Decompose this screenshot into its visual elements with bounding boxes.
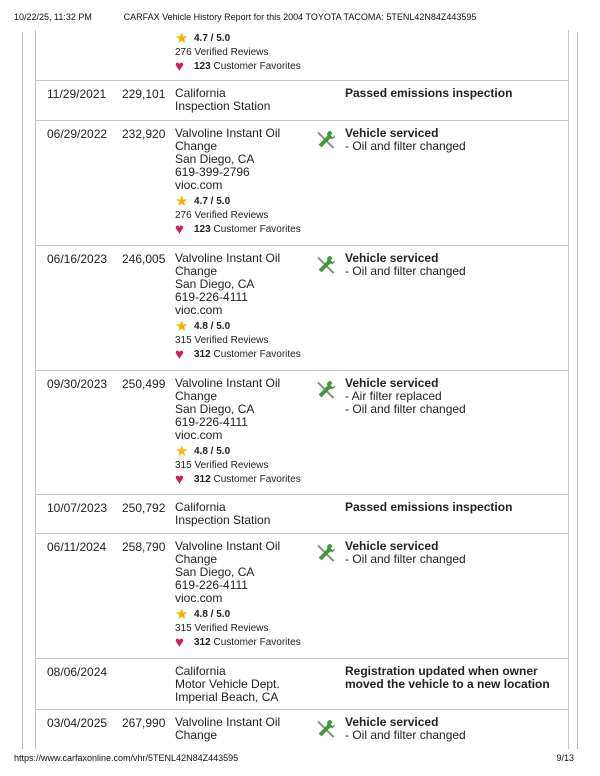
record-source: California Motor Vehicle Dept. Imperial Beach, CA <box>175 664 280 704</box>
tools-icon <box>315 129 337 151</box>
star-icon: ★ <box>175 30 189 47</box>
rating-block: ★ 4.7 / 5.0 276 Verified Reviews ♥ 123 Customer Favorites <box>175 193 301 238</box>
report-title: CARFAX Vehicle History Report for this 2004 TOYOTA TACOMA: 5TENL42N84Z443595 <box>123 12 477 22</box>
report-url[interactable]: https://www.carfaxonline.com/vhr/5TENL42N84Z443595 <box>14 753 239 763</box>
table-row <box>36 659 568 710</box>
record-source: Valvoline Instant Oil Change <box>175 715 281 742</box>
record-date: 03/04/2025 <box>47 716 108 730</box>
table-row <box>36 81 568 121</box>
table-row <box>36 371 568 495</box>
page-right-rule <box>577 32 578 749</box>
record-comments: Vehicle serviced - Oil and filter changed <box>345 251 466 278</box>
rating-block: ★ 4.8 / 5.0 315 Verified Reviews ♥ 312 Customer Favorites <box>175 318 301 363</box>
record-date: 11/29/2021 <box>47 87 107 101</box>
table-row <box>36 710 568 749</box>
print-datetime: 10/22/25, 11:32 PM <box>14 12 92 22</box>
rating-block: ★ 4.8 / 5.0 315 Verified Reviews ♥ 312 Customer Favorites <box>175 443 301 488</box>
record-odometer: 232,920 <box>122 127 166 141</box>
tools-icon <box>315 379 337 401</box>
record-comments: Vehicle serviced - Oil and filter changed <box>345 539 466 566</box>
table-row-partial <box>36 30 568 81</box>
record-source: Valvoline Instant Oil Change San Diego, CA 619-226-4111 vioc.com ★ 4.8 / 5.0 315 Verified Reviews ♥ 312 Customer Favorites <box>175 377 310 487</box>
record-date: 06/29/2022 <box>47 127 108 141</box>
record-comments: Passed emissions inspection <box>345 500 513 514</box>
record-odometer: 246,005 <box>122 252 166 266</box>
record-comments: Vehicle serviced - Oil and filter changed <box>345 715 466 742</box>
rating-block: ★ 4.7 / 5.0 276 Verified Reviews ♥ 123 Customer Favorites <box>175 30 301 75</box>
record-odometer: 267,990 <box>122 716 166 730</box>
record-date: 09/30/2023 <box>47 377 108 391</box>
heart-icon: ♥ <box>175 58 184 75</box>
record-odometer: 250,499 <box>122 377 166 391</box>
history-table <box>35 30 569 749</box>
heart-icon: ♥ <box>175 634 184 651</box>
star-icon: ★ <box>175 318 189 335</box>
record-date: 10/07/2023 <box>47 501 108 515</box>
table-row <box>36 495 568 534</box>
record-comments: Registration updated when owner moved the vehicle to a new location <box>345 664 550 691</box>
record-comments: Vehicle serviced - Air filter replaced - Oil and filter changed <box>345 376 466 416</box>
tools-icon <box>315 254 337 276</box>
star-icon: ★ <box>175 193 189 210</box>
page-number: 9/13 <box>556 753 574 763</box>
heart-icon: ♥ <box>175 221 184 238</box>
tools-icon <box>315 542 337 564</box>
record-comments: Passed emissions inspection <box>345 86 513 100</box>
record-date: 06/16/2023 <box>47 252 108 266</box>
table-row <box>36 121 568 246</box>
record-odometer: 250,792 <box>122 501 166 515</box>
heart-icon: ♥ <box>175 346 184 363</box>
record-source: Valvoline Instant Oil Change San Diego, CA 619-226-4111 vioc.com ★ 4.8 / 5.0 315 Verified Reviews ♥ 312 Customer Favorites <box>175 540 310 650</box>
star-icon: ★ <box>175 443 189 460</box>
record-date: 06/11/2024 <box>47 540 107 554</box>
table-row <box>36 246 568 371</box>
record-comments: Vehicle serviced - Oil and filter changed <box>345 126 466 153</box>
record-source: Valvoline Instant Oil Change San Diego, CA 619-226-4111 vioc.com ★ 4.8 / 5.0 315 Verified Reviews ♥ 312 Customer Favorites <box>175 252 310 362</box>
record-date: 08/06/2024 <box>47 665 108 679</box>
heart-icon: ♥ <box>175 471 184 488</box>
page-left-rule <box>22 32 23 749</box>
rating-block: ★ 4.8 / 5.0 315 Verified Reviews ♥ 312 Customer Favorites <box>175 606 301 651</box>
record-source: California Inspection Station <box>175 500 271 527</box>
table-row <box>36 534 568 659</box>
star-icon: ★ <box>175 606 189 623</box>
record-source: Valvoline Instant Oil Change San Diego, CA 619-399-2796 vioc.com ★ 4.7 / 5.0 276 Verified Reviews ♥ 123 Customer Favorites <box>175 127 310 237</box>
tools-icon <box>315 718 337 740</box>
record-source: California Inspection Station <box>175 86 271 113</box>
record-odometer: 258,790 <box>122 540 166 554</box>
record-odometer: 229,101 <box>122 87 166 101</box>
